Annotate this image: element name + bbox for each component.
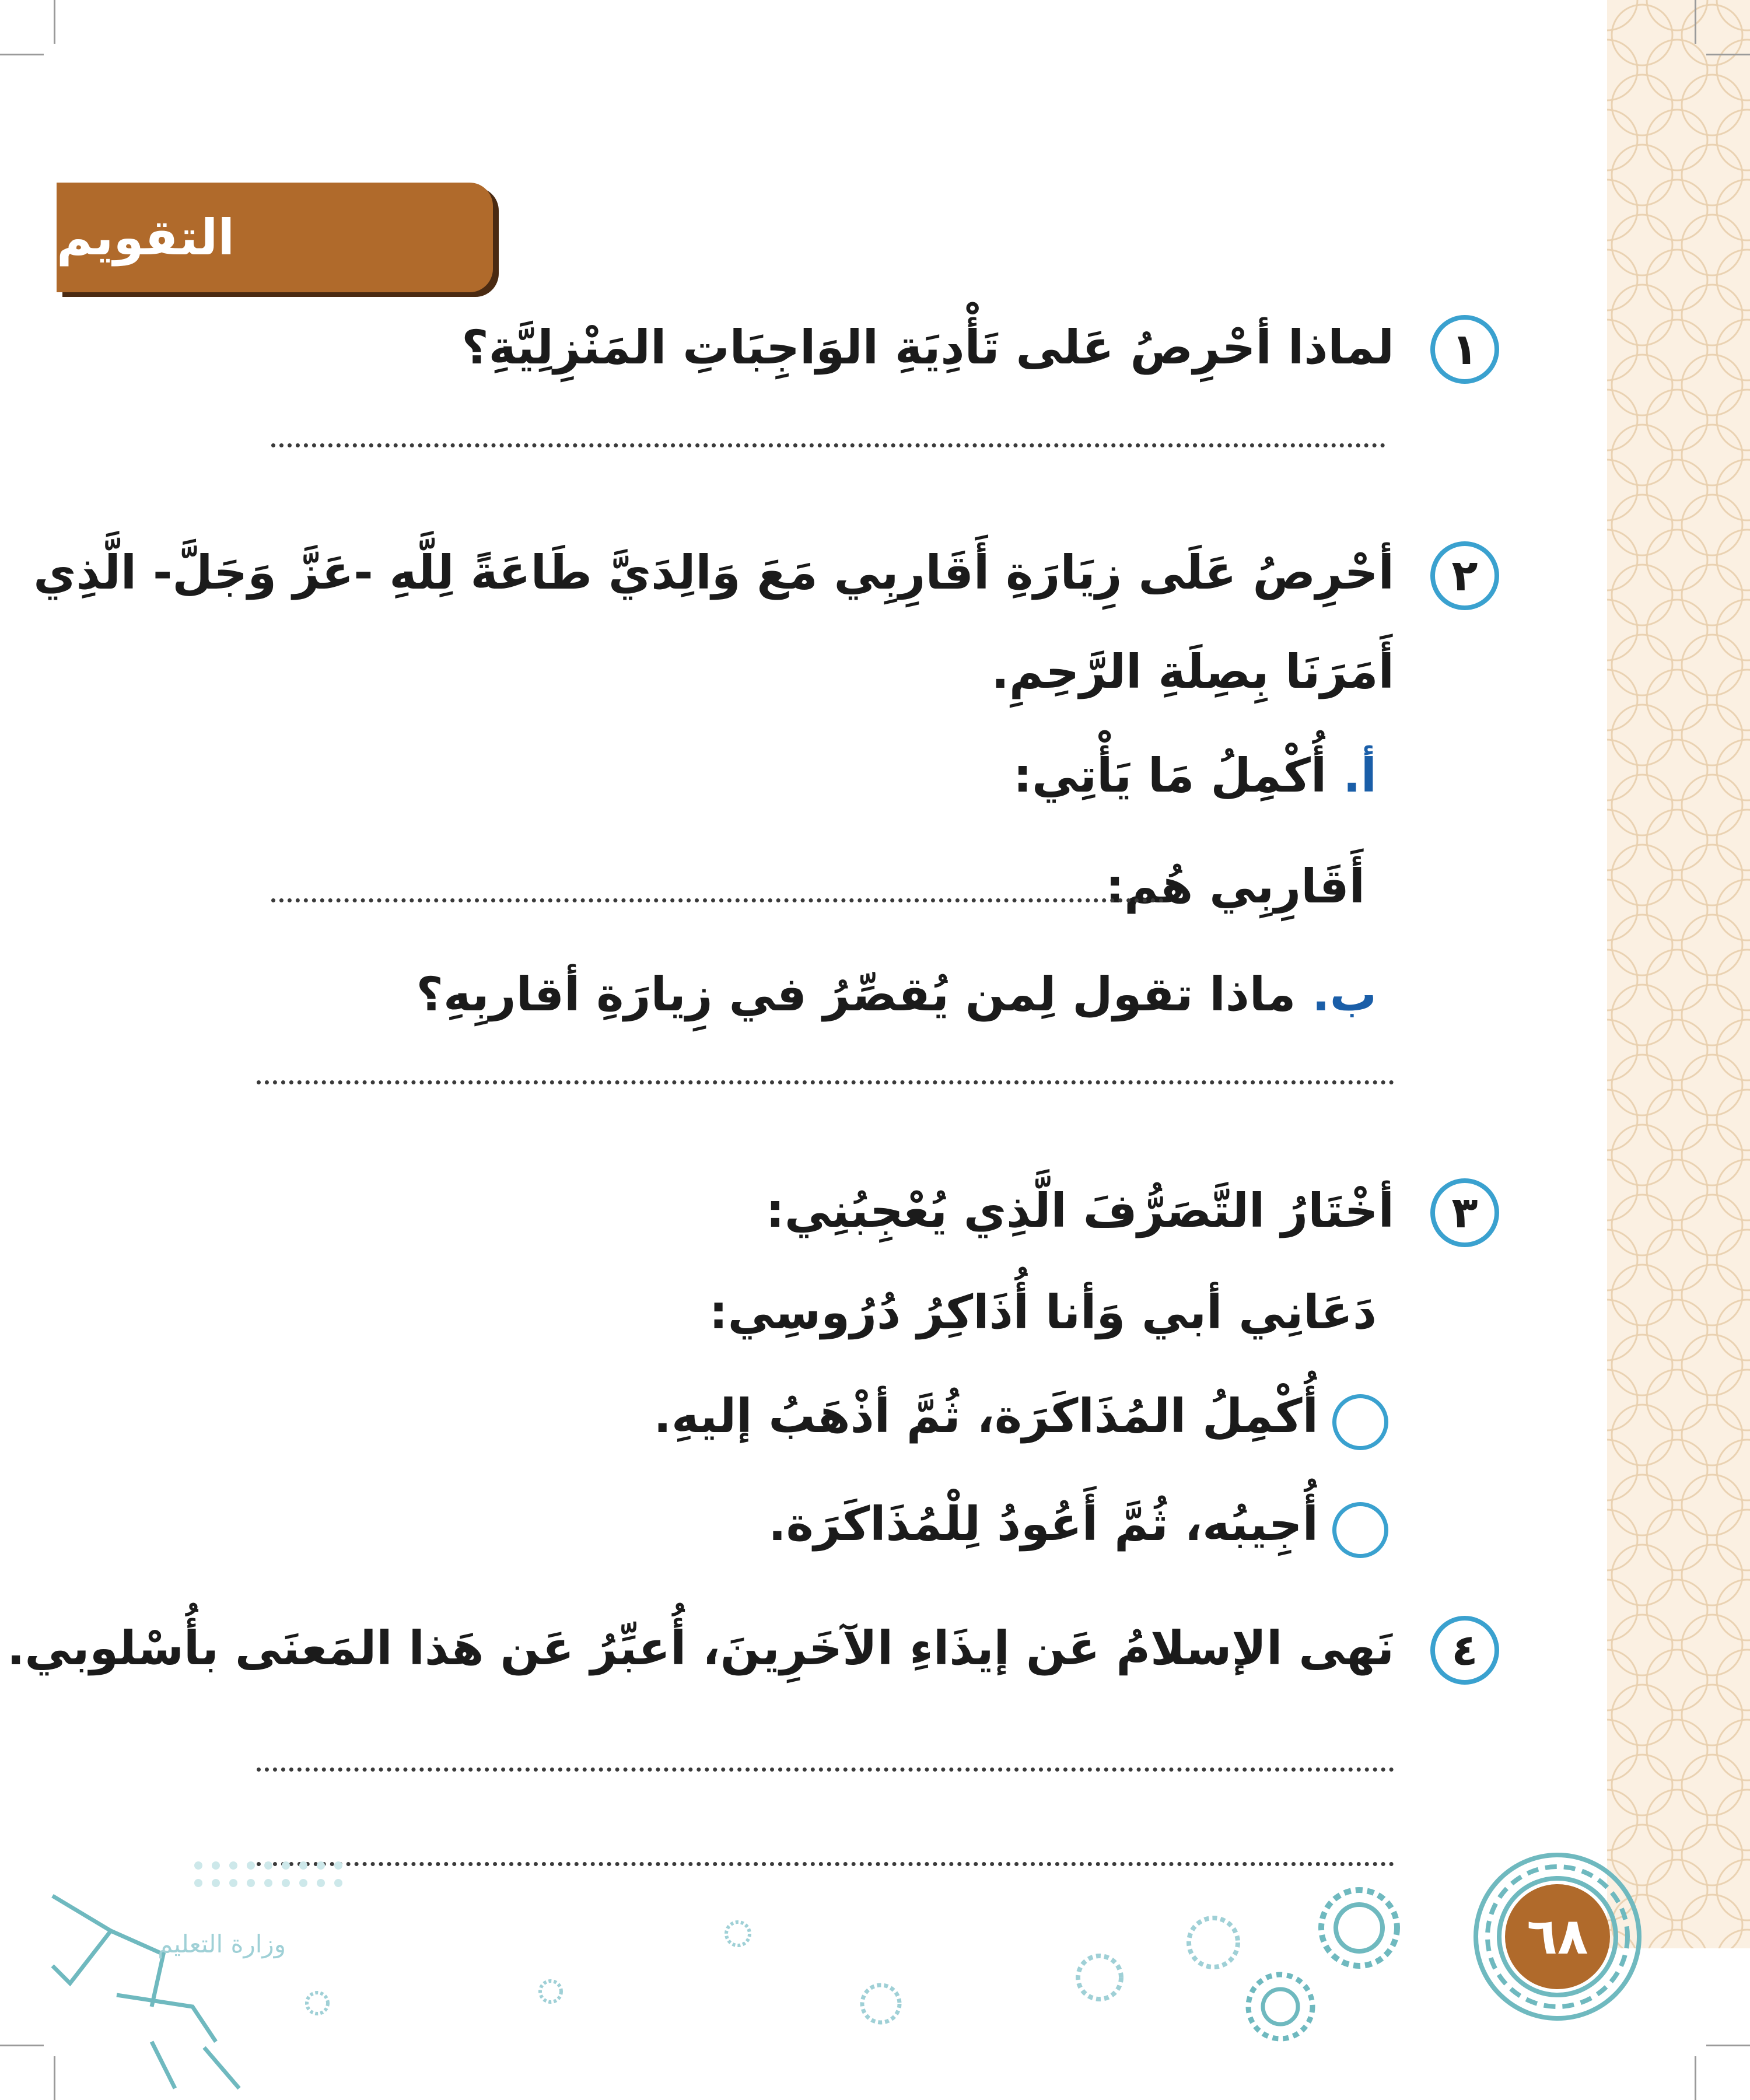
rosette-ornament	[858, 1980, 904, 2027]
question-2a	[1013, 748, 1377, 803]
question-2b	[416, 967, 1377, 1021]
rosette-ornament	[1073, 1951, 1126, 2004]
answer-line-4b[interactable]	[257, 1862, 1394, 1866]
section-header-tab	[57, 183, 493, 292]
rosette-ornament	[537, 1978, 565, 2006]
crop-mark	[0, 54, 44, 55]
question-number-4: ٤	[1430, 1616, 1499, 1685]
question-2-line-1: أحْرِصُ عَلَى زِيَارَةِ أَقَارِبِي مَعَ وَالِدَيَّ طَاعَةً لِلَّهِ -عَزَّ وَجَلَّ- الَّذِي	[33, 545, 1394, 600]
answer-line-4a[interactable]	[257, 1768, 1394, 1772]
section-title: التقويم	[57, 209, 235, 266]
part-b-marker: ب.	[1312, 967, 1377, 1021]
answer-line-1[interactable]	[271, 443, 1385, 447]
part-a-marker: أ.	[1343, 748, 1377, 803]
crop-mark	[1706, 54, 1750, 55]
crop-mark	[1695, 0, 1696, 44]
page-number: ٦٨	[1527, 1908, 1588, 1966]
rosette-ornament	[723, 1919, 752, 1948]
option-1-text: أُكْمِلُ المُذَاكَرَة، ثُمَّ أذْهَبُ إليهِ.	[653, 1389, 1318, 1443]
question-4-text: نَهى الإسلامُ عَن إيذَاءِ الآخَرِينَ، أُعبِّرُ عَن هَذا المَعنَى بأُسْلوبي.	[7, 1621, 1394, 1675]
rosette-ornament	[1315, 1884, 1403, 1972]
question-number-2: ٢	[1430, 541, 1499, 610]
crop-mark	[1695, 2056, 1696, 2100]
question-number-1: ١	[1430, 315, 1499, 384]
option-radio-2[interactable]	[1332, 1502, 1388, 1558]
decorative-side-strip	[1607, 0, 1750, 1948]
option-2-text: أُجِيبُه، ثُمَّ أَعُودُ لِلْمُذَاكَرَة.	[768, 1497, 1318, 1551]
question-number-3: ٣	[1430, 1178, 1499, 1247]
question-3-text: أخْتَارُ التَّصَرُّفَ الَّذِي يُعْجِبُنِي:	[765, 1184, 1394, 1238]
ministry-name: وزارة التعليم	[158, 1930, 286, 1958]
answer-line-2a[interactable]	[271, 898, 1164, 902]
crop-mark	[1706, 2045, 1750, 2046]
part-a-text: أُكْمِلُ مَا يَأْتِي:	[1013, 748, 1327, 803]
ministry-logo-icon	[41, 1849, 368, 2094]
option-radio-1[interactable]	[1332, 1394, 1388, 1450]
answer-line-2b[interactable]	[257, 1080, 1394, 1084]
part-b-text: ماذا تقول لِمن يُقصِّرُ في زِيارَةِ أقاربِهِ؟	[416, 967, 1296, 1021]
rosette-ornament	[1242, 1969, 1318, 2045]
question-1-text: لماذا أحْرِصُ عَلى تَأْدِيَةِ الوَاجِبَاتِ المَنْزِلِيَّةِ؟	[461, 320, 1394, 374]
question-2-line-2: أَمَرَنَا بِصِلَةِ الرَّحِمِ.	[991, 645, 1394, 699]
part-a-prompt: أَقَارِبِي هُم:	[1105, 859, 1365, 914]
page-number-badge	[1505, 1884, 1610, 1989]
rosette-ornament	[1184, 1913, 1242, 1972]
crop-mark	[0, 2045, 44, 2046]
crop-mark	[54, 0, 55, 44]
question-3-scenario: دَعَانِي أبي وَأنا أُذَاكِرُ دُرُوسِي:	[709, 1285, 1377, 1339]
